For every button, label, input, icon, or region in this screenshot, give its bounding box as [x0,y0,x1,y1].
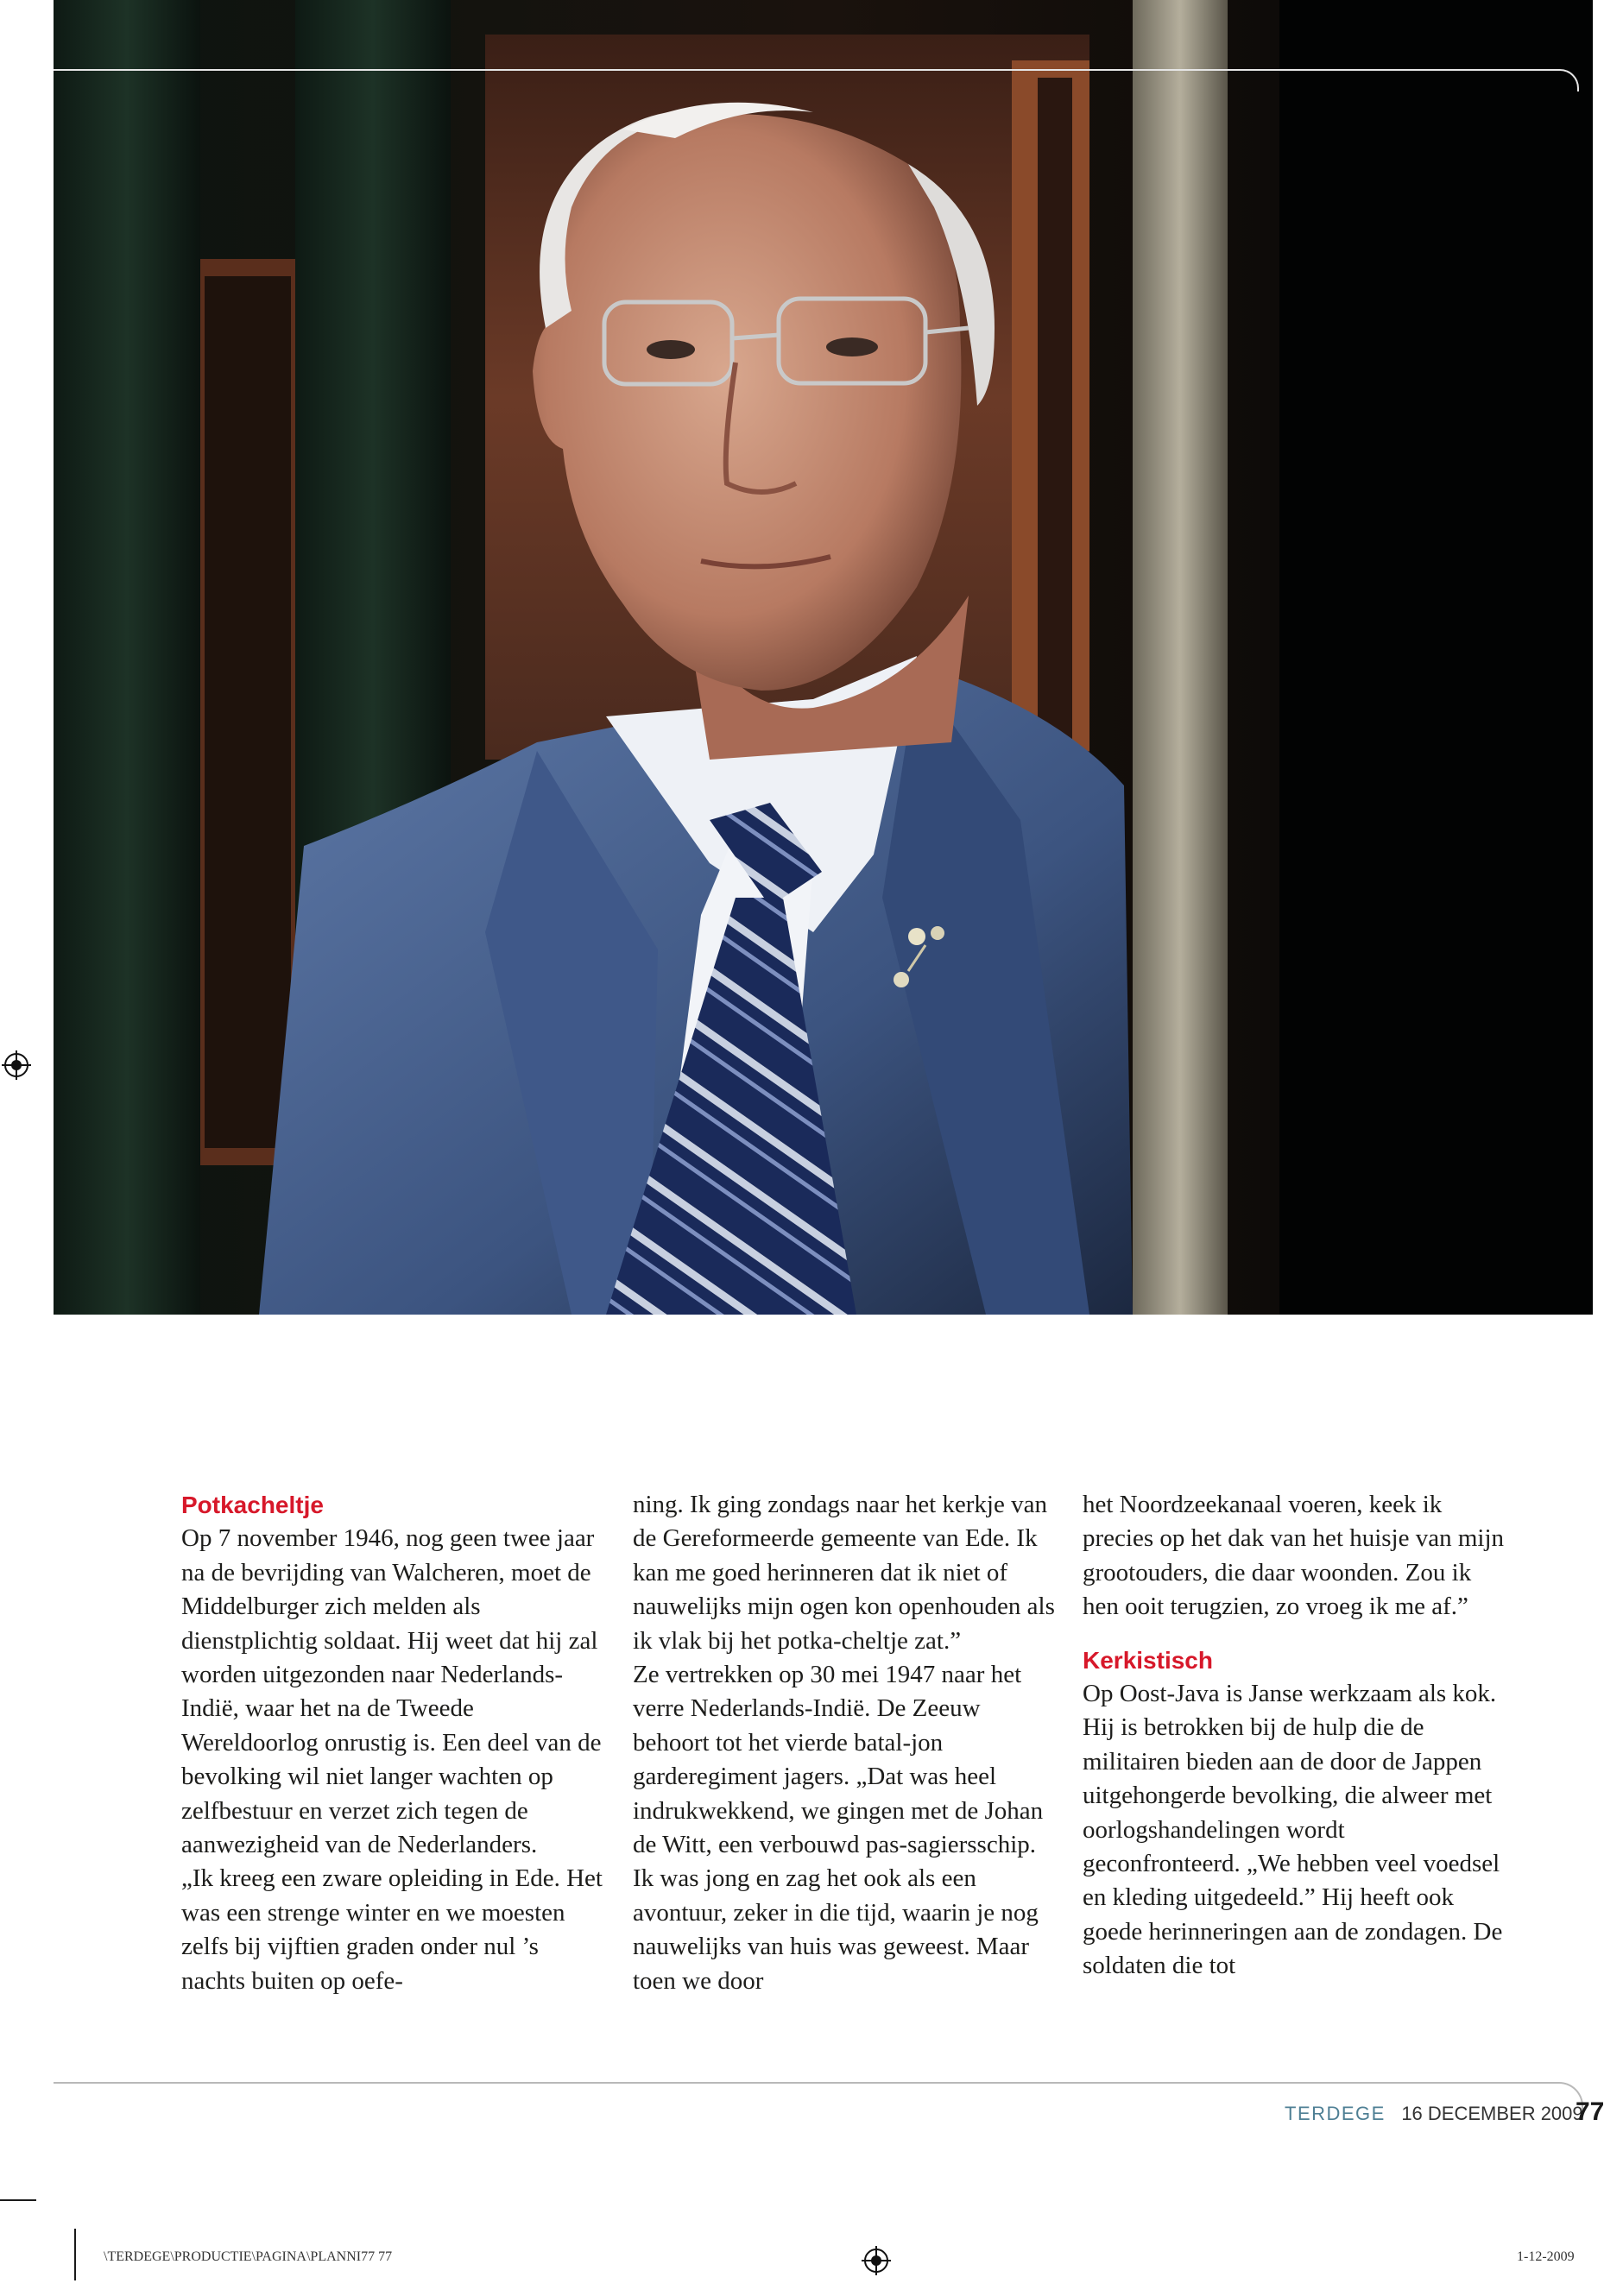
paragraph: Op 7 november 1946, nog geen twee jaar na de bevrijding van Walcheren, moet de Middelburger zich melden als dienstplichtig soldaat. Hij weet dat hij zal worden uitgezonden naar Nederlands-Indië, waar het na de Tweede Wereldoorlog onrustig is. Een deel van de bevolking wil niet langer wachten op zelfbestuur en verzet zich tegen de aanwezigheid van de Nederlanders. [181,1524,602,1859]
magazine-name: TERDEGE [1285,2103,1386,2124]
section-heading-potkacheltje: Potkacheltje [181,1492,324,1518]
portrait-photo [54,0,1593,1315]
crop-mark [74,2229,76,2280]
print-slug-date: 1-12-2009 [1517,2249,1575,2264]
crop-mark [0,2199,36,2201]
print-slug-path: \TERDEGE\PRODUCTIE\PAGINA\PLANNI77 77 [104,2249,393,2264]
page-number: 77 [1576,2097,1604,2126]
section-heading-kerkistisch: Kerkistisch [1083,1646,1213,1674]
paragraph: Op Oost-Java is Janse werkzaam als kok. Hij is betrokken bij de hulp die de militairen bieden aan de door de Jappen uitgehongerde bevolking, die alweer met oorlogshandelingen wordt geconfronteerd. „We hebben veel voedsel en kleding uitgedeeld.” Hij heeft ook goede herinneringen aan de zondagen. De soldaten die tot [1083,1680,1503,1980]
paragraph: ning. Ik ging zondags naar het kerkje van de Gereformeerde gemeente van Ede. Ik kan me goed herinneren dat ik niet of nauwelijks mijn ogen kon openhouden als ik vlak bij het potka-cheltje zat.” [633,1491,1055,1655]
paragraph: „Ik kreeg een zware opleiding in Ede. Het was een strenge winter en we moesten zelfs bij vijftien graden onder nul ’s nachts buiten op oefe- [181,1864,603,1995]
top-border-line [54,69,1579,91]
paragraph: het Noordzeekanaal voeren, keek ik precies op het dak van het huisje van mijn grootouders, die daar woonden. Zou ik hen ooit terugzien, zo vroeg ik me af.” [1083,1491,1505,1621]
issue-date: 16 DECEMBER 2009 [1401,2103,1583,2124]
article-column-3 [1083,1488,1506,1984]
paragraph: Ze vertrekken op 30 mei 1947 naar het verre Nederlands-Indië. De Zeeuw behoort tot het vierde batal-jon garderegiment jagers. „Dat was heel indrukwekkend, we gingen met de Johan de Witt, een verbouwd pas-sagiersschip. Ik was jong en zag het ook als een avontuur, zeker in die tijd, waarin je nog nauwelijks van huis was geweest. Maar toen we door [633,1661,1044,1995]
article-column-2 [633,1488,1056,1998]
registration-mark-icon [2,1050,31,1080]
registration-mark-icon [862,2246,891,2275]
article-column-1 [181,1488,604,1998]
page-footer [1285,2097,1604,2137]
